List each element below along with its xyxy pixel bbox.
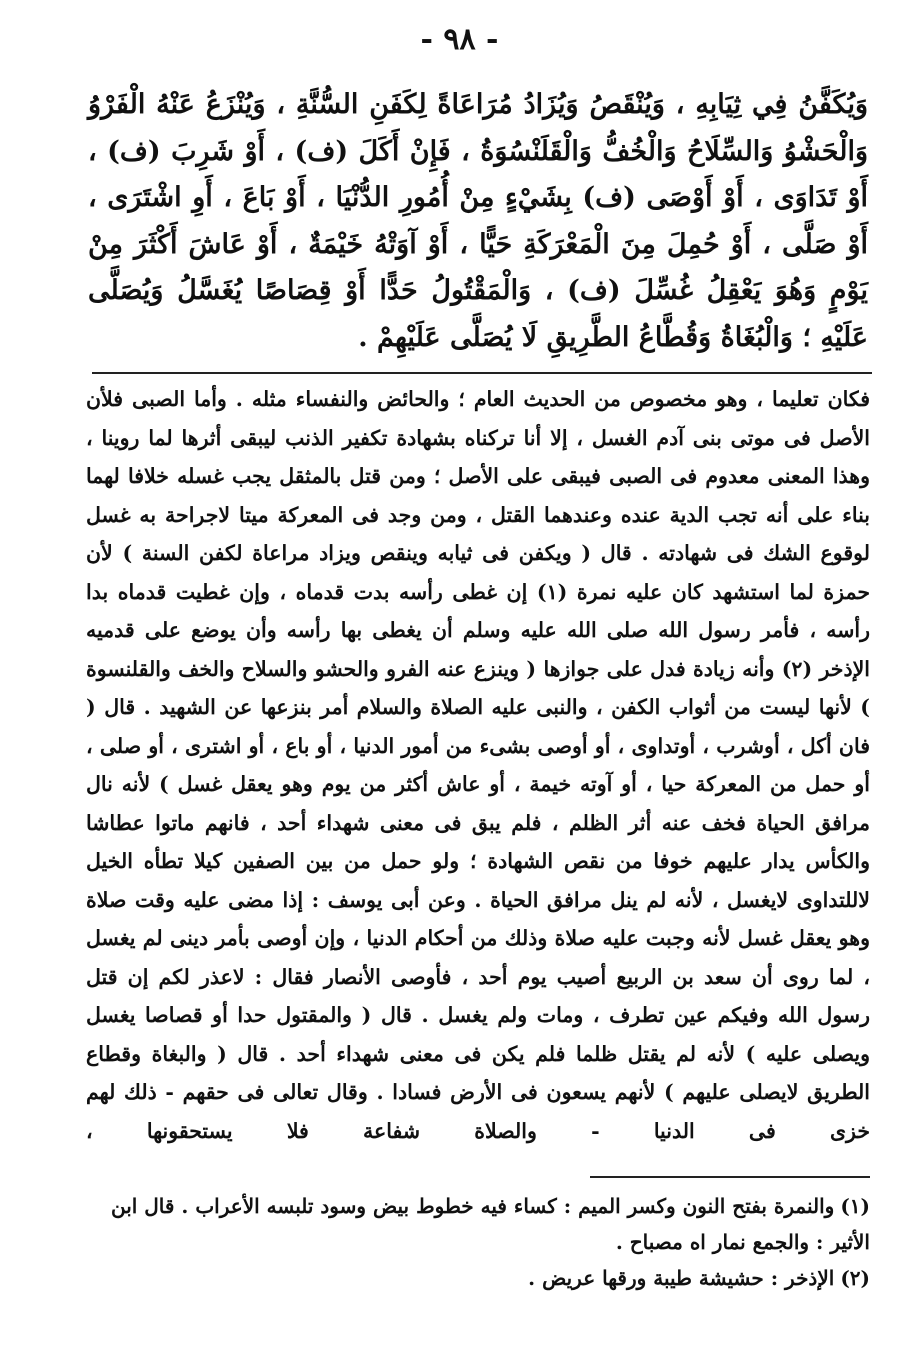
separator-rule bbox=[92, 372, 872, 374]
commentary-paragraph: فكان تعليما ، وهو مخصوص من الحديث العام ؛ والحائض والنفساء مثله . وأما الصبى فلأن الأصل فى موتى بنى آدم الغسل ، إلا أنا تركناه بشهادة تكفير الذنب ليبقى أثرها لما روينا ، وهذا المعنى معدوم فى الصبى فيبقى على الأصل ؛ ومن قتل بالمثقل يجب غسله خلافا لهما بناء على أنه تجب الدية عنده وعندهما القتل ، ومن وجد فى المعركة ميتا لاجراحة به غسل لوقوع الشك فى شهادته . قال ( ويكفن فى ثيابه وينقص ويزاد مراعاة لكفن السنة ) لأن حمزة لما استشهد كان عليه نمرة (١) إن غطى رأسه بدت قدماه ، وإن غطيت قدماه بدا رأسه ، فأمر رسول الله صلى الله عليه وسلم أن يغطى بها رأسه وأن يوضع على قدميه الإذخر (٢) وأنه زيادة فدل على جوازها ( وينزع عنه الفرو والحشو والسلاح والخف والقلنسوة ) لأنها ليست من أثواب الكفن ، والنبى عليه الصلاة والسلام أمر بنزعها عن الشهيد . قال ( فان أكل ، أوشرب ، أوتداوى ، أو أوصى بشىء من أمور الدنيا ، أو باع ، أو اشترى ، أو صلى ، أو حمل من المعركة حيا ، أو آوته خيمة ، أو عاش أكثر من يوم وهو يعقل غسل ) لأنه نال مرافق الحياة فخف عنه أثر الظلم ، فلم يبق فى معنى شهداء أحد ، فانهم ماتوا عطاشا والكأس يدار عليهم خوفا من نقص الشهادة ؛ ولو حمل من بين الصفين كيلا تطأه الخيل لاللتداوى لايغسل ، لأنه لم ينل مرافق الحياة . وعن أبى يوسف : إذا مضى عليه وقت صلاة وهو يعقل غسل لأنه وجبت عليه صلاة وذلك من أحكام الدنيا ، وإن أوصى بأمر دينى لم يغسل ، لما روى أن سعد بن الربيع أصيب يوم أحد ، فأوصى الأنصار فقال : لاعذر لكم إن قتل رسول الله وفيكم عين تطرف ، ومات ولم يغسل . قال ( والمقتول حدا أو قصاصا يغسل ويصلى عليه ) لأنه لم يقتل ظلما فلم يكن فى معنى شهداء أحد . قال ( والبغاة وقطاع الطريق لايصلى عليهم ) لأنهم يسعون فى الأرض فسادا . وقال تعالى فى حقهم - ذلك لهم خزى فى الدنيا - والصلاة شفاعة فلا يستحقونها ، bbox=[86, 387, 870, 1143]
footnote-number: (١) bbox=[840, 1194, 870, 1218]
footnote-number: (٢) bbox=[840, 1266, 870, 1290]
footnote-text: والنمرة بفتح النون وكسر الميم : كساء فيه خطوط بيض وسود تلبسه الأعراب . قال ابن الأثير : والجمع نمار اه مصباح . bbox=[110, 1194, 870, 1254]
commentary-text bbox=[86, 380, 870, 1150]
footnote-2 bbox=[86, 1260, 870, 1296]
footnote-text: الإذخر : حشيشة طيبة ورقها عريض . bbox=[528, 1266, 835, 1290]
main-text bbox=[88, 82, 868, 361]
footnote-1 bbox=[86, 1188, 870, 1260]
page-number: - ٩٨ - bbox=[420, 22, 499, 57]
main-text-paragraph: وَيُكَفَّنُ فِي ثِيَابِهِ ، وَيُنْقَصُ وَيُزَادُ مُرَاعَاةً لِكَفَنِ السُّنَّةِ ، وَيُنْزَعُ عَنْهُ الْفَرْوُ وَالْحَشْوُ وَالسِّلَاحُ وَالْخُفُّ وَالْقَلَنْسُوَةُ ، فَإِنْ أَكَلَ (ف) ، أَوْ شَرِبَ (ف) ، أَوْ تَدَاوَى ، أَوْ أَوْصَى (ف) بِشَيْءٍ مِنْ أُمُورِ الدُّنْيَا ، أَوْ بَاعَ ، أَوِ اشْتَرَى ، أَوْ صَلَّى ، أَوْ حُمِلَ مِنَ الْمَعْرَكَةِ حَيًّا ، أَوْ آوَتْهُ خَيْمَةٌ ، أَوْ عَاشَ أَكْثَرَ مِنْ يَوْمٍ وَهُوَ يَعْقِلُ غُسِّلَ (ف) ، وَالْمَقْتُولُ حَدًّا أَوْ قِصَاصًا يُغَسَّلُ وَيُصَلَّى عَلَيْهِ ؛ وَالْبُغَاةُ وَقُطَّاعُ الطَّرِيقِ لَا يُصَلَّى عَلَيْهِمْ . bbox=[88, 89, 868, 353]
footnote-rule bbox=[590, 1176, 870, 1178]
footnotes bbox=[86, 1188, 870, 1296]
